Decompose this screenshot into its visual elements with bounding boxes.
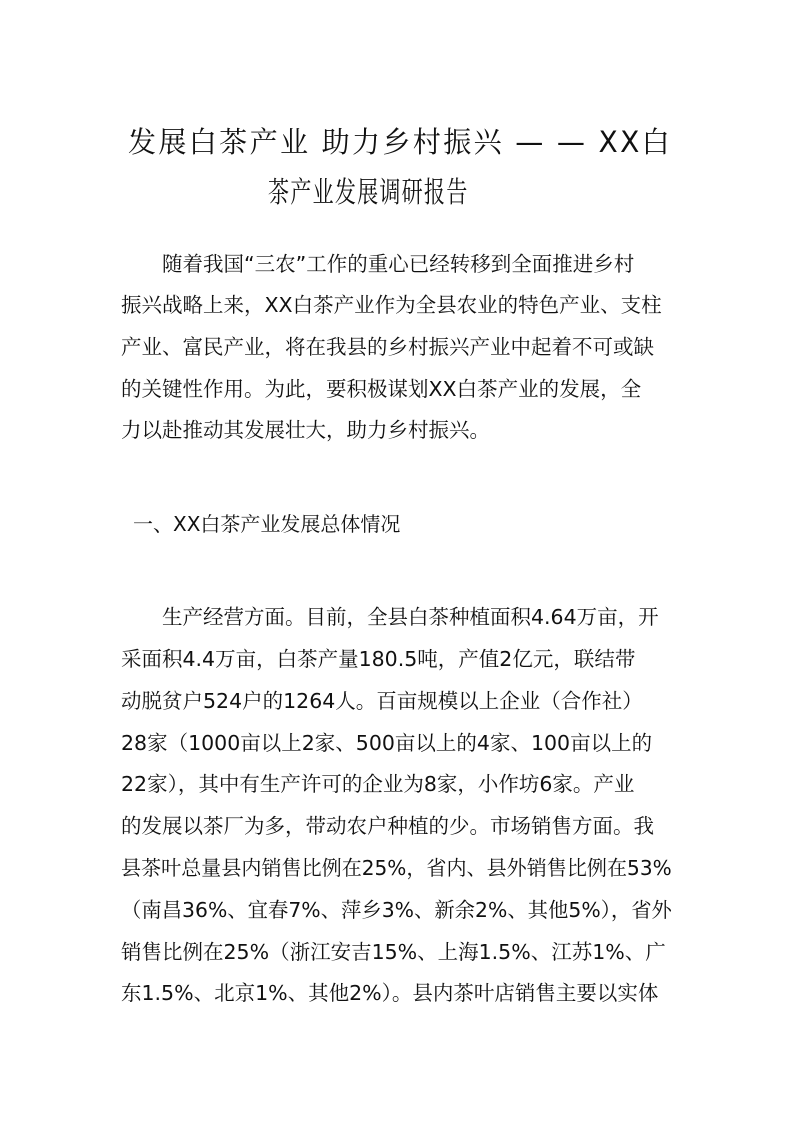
intro-line-1: 随着我国“三农”工作的重心已经转移到全面推进乡村	[121, 252, 635, 276]
section-1-line-3: 动脱贫户524户的1264人。百亩规模以上企业（合作社）	[121, 689, 643, 713]
intro-line-2: 振兴战略上来，XX白茶产业作为全县农业的特色产业、支柱	[121, 293, 662, 317]
section-1-line-2: 采面积4.4万亩，白茶产量180.5吨，产值2亿元，联结带	[121, 647, 636, 671]
section-1-line-6: 的发展以茶厂为多，带动农户种植的少。市场销售方面。我	[121, 814, 654, 838]
section-1-heading: 一、XX白茶产业发展总体情况	[133, 512, 401, 536]
intro-line-3: 产业、富民产业，将在我县的乡村振兴产业中起着不可或缺	[121, 335, 654, 359]
section-1-line-8: （南昌36%、宜春7%、萍乡3%、新余2%、其他5%），省外	[121, 898, 672, 922]
intro-line-5: 力以赴推动其发展壮大，助力乡村振兴。	[121, 418, 490, 442]
section-1-line-7: 县茶叶总量县内销售比例在25%，省内、县外销售比例在53%	[121, 856, 672, 880]
section-1-line-1: 生产经营方面。目前，全县白茶种植面积4.64万亩，开	[121, 605, 659, 629]
intro-line-4: 的关键性作用。为此，要积极谋划XX白茶产业的发展，全	[121, 377, 642, 401]
document-title-line-2: 茶产业发展调研报告	[268, 175, 469, 209]
section-1-line-4: 28家（1000亩以上2家、500亩以上的4家、100亩以上的	[121, 731, 653, 755]
section-1-line-9: 销售比例在25%（浙江安吉15%、上海1.5%、江苏1%、广	[121, 940, 666, 964]
section-1-line-5: 22家），其中有生产许可的企业为8家，小作坊6家。产业	[121, 772, 635, 796]
section-1-line-10: 东1.5%、北京1%、其他2%）。县内茶叶店销售主要以实体	[121, 981, 659, 1005]
document-title-line-1: 发展白茶产业 助力乡村振兴 — — XX白	[128, 125, 673, 159]
